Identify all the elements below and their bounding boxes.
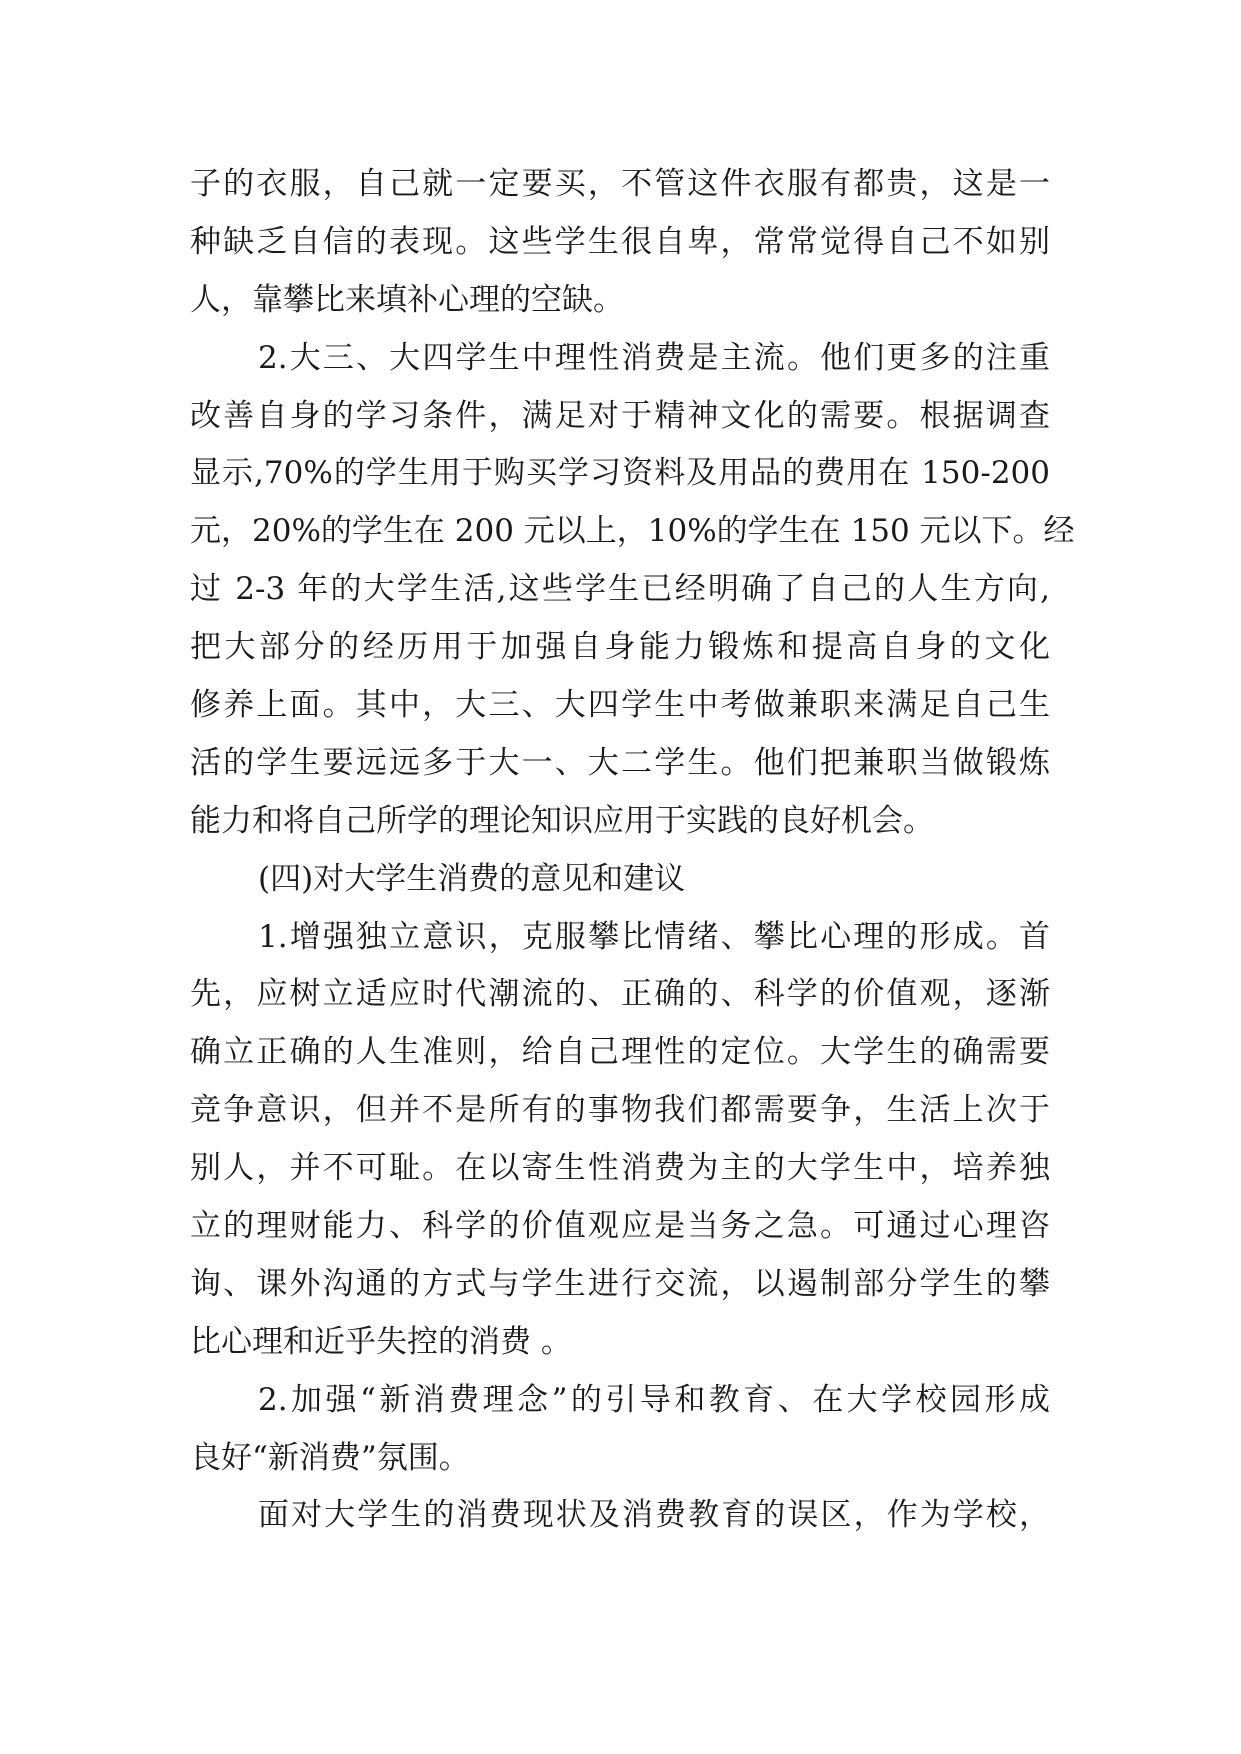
text-line: 良好“新消费”氛围。 [190, 1439, 470, 1476]
text-line: 立的理财能力、科学的价值观应是当务之急。可通过心理咨 [190, 1208, 1050, 1245]
text-line: 1.增强独立意识，克服攀比情绪、攀比心理的形成。首 [258, 918, 1050, 955]
text-line: 能力和将自己所学的理论知识应用于实践的良好机会。 [190, 802, 934, 839]
text-line: 竞争意识，但并不是所有的事物我们都需要争，生活上次于 [190, 1092, 1050, 1129]
text-line: 过 2-3 年的大学生活,这些学生已经明确了自己的人生方向, [190, 571, 1050, 608]
text-line: 面对大学生的消费现状及消费教育的误区，作为学校， [258, 1497, 1050, 1534]
text-line: 比心理和近乎失控的消费 。 [190, 1323, 572, 1360]
text-line: 显示,70%的学生用于购买学习资料及用品的费用在 150-200 [190, 455, 1050, 492]
text-line: 种缺乏自信的表现。这些学生很自卑，常常觉得自己不如别 [190, 223, 1050, 260]
text-line: 先，应树立适应时代潮流的、正确的、科学的价值观，逐渐 [190, 976, 1050, 1013]
text-line: 把大部分的经历用于加强自身能力锻炼和提高自身的文化 [190, 629, 1050, 666]
text-line: 2.大三、大四学生中理性消费是主流。他们更多的注重 [258, 339, 1050, 376]
text-line: (四)对大学生消费的意见和建议 [258, 860, 686, 897]
text-line: 修养上面。其中，大三、大四学生中考做兼职来满足自己生 [190, 687, 1050, 724]
text-line: 询、课外沟通的方式与学生进行交流，以遏制部分学生的攀 [190, 1265, 1050, 1302]
text-line: 子的衣服，自己就一定要买，不管这件衣服有都贵，这是一 [190, 166, 1050, 202]
document-body [190, 156, 1075, 1545]
text-line: 2.加强“新消费理念”的引导和教育、在大学校园形成 [258, 1381, 1050, 1418]
text-line: 元，20%的学生在 200 元以上，10%的学生在 150 元以下。经 [190, 513, 1075, 550]
text-line: 人，靠攀比来填补心理的空缺。 [190, 281, 624, 318]
text-line: 确立正确的人生准则，给自己理性的定位。大学生的确需要 [190, 1034, 1050, 1071]
text-line: 别人，并不可耻。在以寄生性消费为主的大学生中，培养独 [190, 1150, 1050, 1187]
text-line: 改善自身的学习条件，满足对于精神文化的需要。根据调查 [190, 397, 1050, 434]
text-line: 活的学生要远远多于大一、大二学生。他们把兼职当做锻炼 [190, 744, 1050, 781]
